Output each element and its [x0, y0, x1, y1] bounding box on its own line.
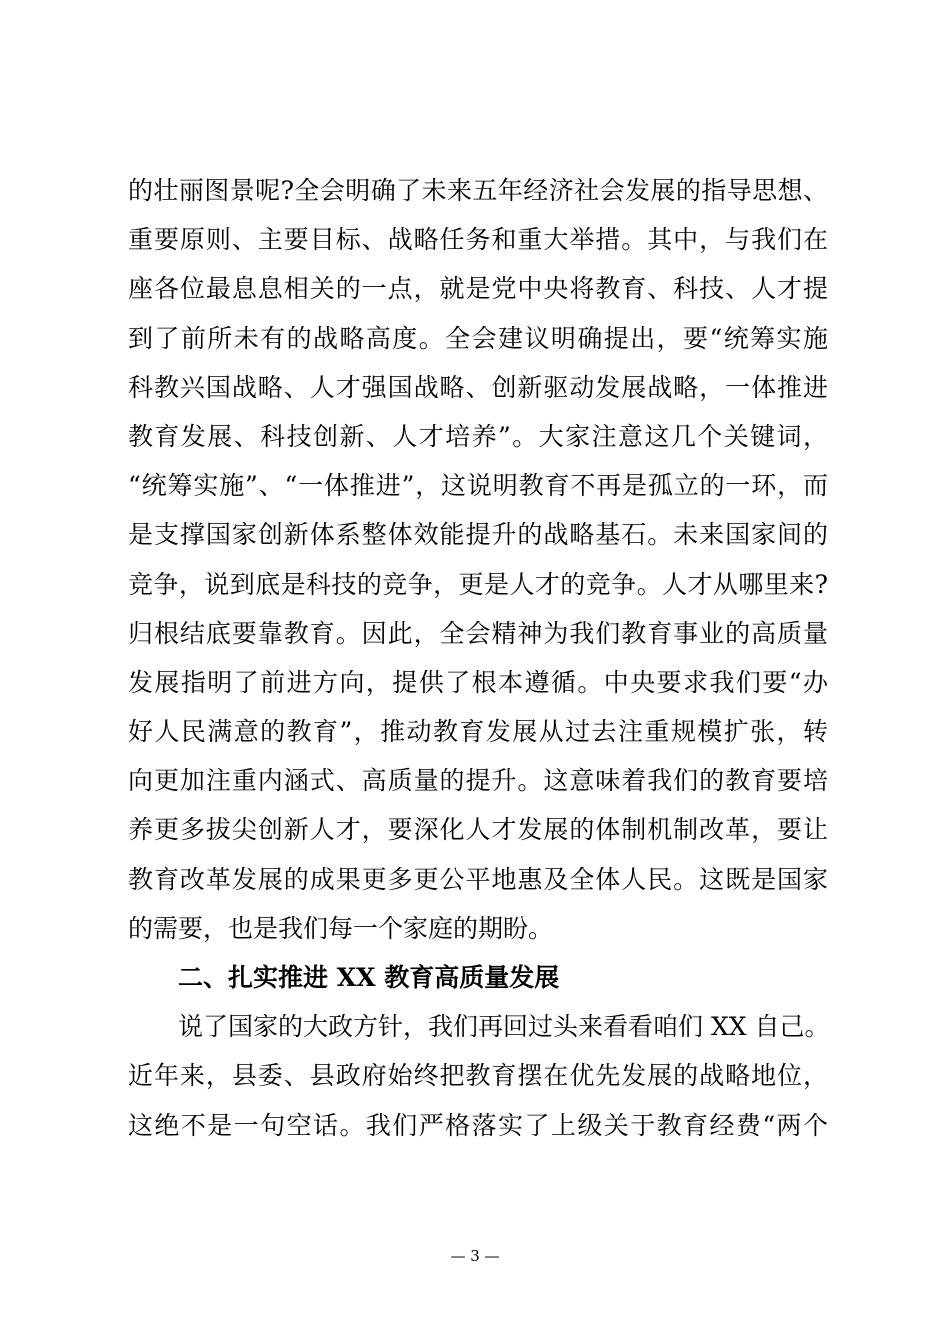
paragraph-line: 向更加注重内涵式、高质量的提升。这意味着我们的教育要培	[128, 766, 828, 796]
paragraph-line: 这绝不是一句空话。我们严格落实了上级关于教育经费“两个	[128, 1110, 828, 1140]
paragraph-line: 说了国家的大政方针，我们再回过头来看看咱们 XX 自己。	[178, 1012, 830, 1042]
paragraph-line: 科教兴国战略、人才强国战略、创新驱动发展战略，一体推进	[128, 372, 828, 402]
paragraph-line: 的壮丽图景呢?全会明确了未来五年经济社会发展的指导思想、	[128, 176, 828, 205]
paragraph-line: 重要原则、主要目标、战略任务和重大举措。其中，与我们在	[128, 225, 828, 255]
paragraph-line: 座各位最息息相关的一点，就是党中央将教育、科技、人才提	[128, 274, 828, 304]
paragraph-line: 是支撑国家创新体系整体效能提升的战略基石。未来国家间的	[128, 520, 828, 550]
paragraph-line: 好人民满意的教育”，推动教育发展从过去注重规模扩张，转	[128, 717, 828, 747]
body-text	[128, 166, 828, 1150]
paragraph-line: 归根结底要靠教育。因此，全会精神为我们教育事业的高质量	[128, 618, 828, 648]
page-number: — 3 —	[450, 1247, 500, 1265]
section-heading: 二、扎实推进 XX 教育高质量发展	[178, 963, 560, 992]
paragraph-line: 发展指明了前进方向，提供了根本遵循。中央要求我们要“办	[128, 667, 828, 697]
paragraph-line: 的需要，也是我们每一个家庭的期盼。	[128, 913, 554, 943]
paragraph-line: 竞争，说到底是科技的竞争，更是人才的竞争。人才从哪里来?	[128, 569, 828, 599]
paragraph-line: 近年来，县委、县政府始终把教育摆在优先发展的战略地位，	[128, 1061, 828, 1091]
paragraph-line: 养更多拔尖创新人才，要深化人才发展的体制机制改革，要让	[128, 815, 828, 845]
paragraph-line: 到了前所未有的战略高度。全会建议明确提出，要“统筹实施	[128, 323, 828, 353]
paragraph-line: 教育发展、科技创新、人才培养”。大家注意这几个关键词，	[128, 421, 828, 451]
paragraph-line: “统筹实施”、“一体推进”，这说明教育不再是孤立的一环，而	[128, 471, 828, 501]
paragraph-line: 教育改革发展的成果更多更公平地惠及全体人民。这既是国家	[128, 864, 828, 894]
